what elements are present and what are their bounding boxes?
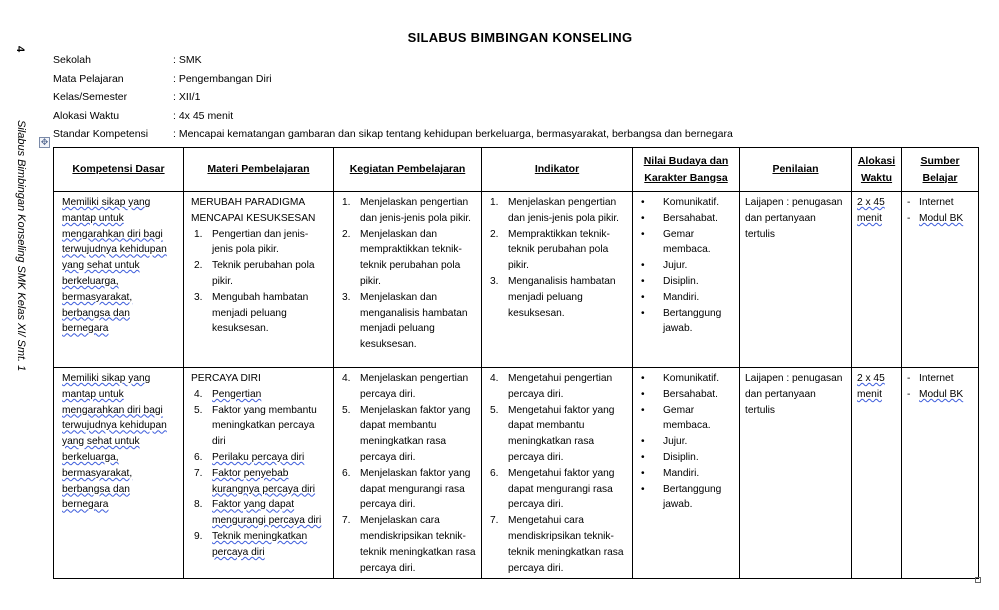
cell-indikator [482, 368, 633, 579]
sumber-item: - Modul BK [907, 388, 964, 400]
nilai-item: • Jujur. [641, 260, 688, 272]
materi-item: 9. Teknik meningkatkan percaya diri [194, 530, 308, 558]
cell-materi [184, 192, 334, 368]
side-footer-text: Silabus Bimbingan Konseling SMK Kelas XI/ Smt. 1 [15, 120, 27, 372]
materi-title: PERCAYA DIRI [191, 373, 261, 384]
kegiatan-item: 7. Menjelaskan cara mendiskripsikan teknik-teknik meningkatkan rasa percaya diri. [342, 515, 476, 574]
header-kompetensi-dasar: Kompetensi Dasar [54, 148, 184, 192]
cell-nilai [633, 368, 740, 579]
page-title: SILABUS BIMBINGAN KONSELING [407, 30, 633, 45]
materi-item: 2. Teknik perubahan pola pikir. [194, 260, 315, 287]
indikator-item: 5. Mengetahui faktor yang dapat membantu meningkatkan rasa percaya diri. [490, 404, 615, 463]
header-kegiatan-pembelajaran: Kegiatan Pembelajaran [334, 148, 482, 192]
nilai-item: • Gemar membaca. [641, 404, 711, 432]
header-sumber-belajar: Sumber Belajar [902, 148, 979, 192]
kegiatan-item: 5. Menjelaskan faktor yang dapat membantu meningkatkan rasa percaya diri. [342, 404, 471, 463]
nilai-item: • Bersahabat. [641, 388, 718, 400]
cell-kegiatan [334, 368, 482, 579]
cell-sumber [902, 368, 979, 579]
meta-row-alokasi-waktu [53, 107, 733, 126]
meta-value: : XII/1 [173, 91, 201, 104]
meta-row-sekolah [53, 51, 733, 70]
meta-value: : 4x 45 menit [173, 109, 234, 122]
cell-penilaian [740, 368, 852, 579]
kegiatan-item: 4. Menjelaskan pengertian percaya diri. [342, 373, 469, 400]
penilaian-text: Laijapen : penugasan dan pertanyaan tertulis [745, 197, 843, 240]
cell-alokasi [852, 368, 902, 579]
meta-row-kelas-semester [53, 88, 733, 107]
kegiatan-item: 1. Menjelaskan pengertian dan jenis-jenis pola pikir. [342, 197, 471, 224]
nilai-item: • Bersahabat. [641, 212, 718, 224]
nilai-item: • Mandiri. [641, 291, 700, 303]
meta-label: Kelas/Semester [53, 91, 128, 104]
table-move-handle-icon[interactable]: ✥ [40, 137, 49, 147]
meta-label: Alokasi Waktu [53, 109, 120, 122]
indikator-item: 7. Mengetahui cara mendiskripsikan teknik-teknik meningkatkan rasa percaya diri. [490, 515, 624, 574]
meta-label: Standar Kompetensi [53, 128, 149, 141]
meta-value: : Mencapai kematangan gambaran dan sikap tentang kehidupan berkeluarga, bermasyarakat, berbangsa dan bernegara [173, 128, 733, 141]
table-header-row [54, 148, 979, 192]
materi-item: 8. Faktor yang dapat mengurangi percaya diri [194, 499, 322, 527]
materi-item: 4. Pengertian [194, 388, 262, 400]
nilai-item: • Mandiri. [641, 467, 700, 479]
meta-row-standar-kompetensi [53, 125, 733, 144]
sumber-item: - Internet [907, 197, 954, 208]
kegiatan-item: 6. Menjelaskan faktor yang dapat mengurangi rasa percaya diri. [342, 467, 471, 511]
materi-item: 6. Perilaku percaya diri [194, 451, 305, 463]
kompetensi-text: Memiliki sikap yang mantap untuk mengarahkan diri bagi terwujudnya kehidupan yang sehat untuk berkeluarga, bermasyarakat, berbangsa dan bernegara [62, 373, 167, 511]
page-number: 4 [14, 46, 26, 53]
nilai-item: • Bertanggung jawab. [641, 307, 722, 335]
meta-value: : SMK [173, 54, 202, 67]
penilaian-text: Laijapen : penugasan dan pertanyaan tertulis [745, 373, 843, 416]
table-row [54, 192, 979, 368]
header-materi-pembelajaran: Materi Pembelajaran [184, 148, 334, 192]
nilai-item: • Bertanggung jawab. [641, 483, 722, 511]
nilai-item: • Gemar membaca. [641, 228, 711, 256]
nilai-item: • Disiplin. [641, 275, 699, 287]
nilai-item: • Disiplin. [641, 451, 699, 463]
syllabus-table [53, 147, 979, 579]
meta-value: : Pengembangan Diri [173, 72, 272, 85]
meta-row-mata-pelajaran [53, 70, 733, 89]
nilai-item: • Komunikatif. [641, 373, 720, 384]
table-row [54, 368, 979, 579]
indikator-item: 3. Menganalisis hambatan menjadi peluang kesuksesan. [490, 275, 616, 319]
indikator-item: 4. Mengetahui pengertian percaya diri. [490, 373, 613, 400]
sumber-item: - Modul BK [907, 212, 964, 224]
cell-kompetensi [54, 368, 184, 579]
meta-label: Sekolah [53, 54, 91, 67]
kegiatan-item: 3. Menjelaskan dan menganalisis hambatan menjadi peluang kesuksesan. [342, 291, 468, 351]
cell-kegiatan [334, 192, 482, 368]
cell-indikator [482, 192, 633, 368]
materi-item: 1. Pengertian dan jenis-jenis pola pikir. [194, 228, 309, 256]
nilai-item: • Komunikatif. [641, 197, 720, 208]
header-alokasi-waktu: Alokasi Waktu [852, 148, 902, 192]
cell-nilai [633, 192, 740, 368]
materi-item: 7. Faktor penyebab kurangnya percaya diri [194, 467, 316, 495]
materi-item: 3. Mengubah hambatan menjadi peluang kesuksesan. [194, 291, 309, 335]
sumber-item: - Internet [907, 373, 954, 384]
header-nilai-budaya: Nilai Budaya dan Karakter Bangsa [633, 148, 740, 192]
header-indikator: Indikator [482, 148, 633, 192]
cell-sumber [902, 192, 979, 368]
alokasi-text: 2 x 45 menit [857, 197, 885, 224]
cell-kompetensi [54, 192, 184, 368]
nilai-item: • Jujur. [641, 436, 688, 448]
kegiatan-item: 2. Menjelaskan dan mempraktikkan teknik-teknik perubahan pola pikir. [342, 228, 462, 287]
table-resize-handle[interactable] [975, 577, 981, 583]
cell-alokasi [852, 192, 902, 368]
alokasi-text: 2 x 45 menit [857, 373, 885, 400]
syllabus-metadata [53, 51, 733, 144]
kompetensi-text: Memiliki sikap yang mantap untuk mengarahkan diri bagi terwujudnya kehidupan yang sehat untuk berkeluarga, bermasyarakat, berbangsa dan bernegara [62, 197, 167, 335]
cell-materi [184, 368, 334, 579]
materi-item: 5. Faktor yang membantu meningkatkan percaya diri [194, 404, 317, 448]
indikator-item: 1. Menjelaskan pengertian dan jenis-jenis pola pikir. [490, 197, 619, 224]
materi-title: MERUBAH PARADIGMA MENCAPAI KESUKSESAN [191, 197, 316, 224]
indikator-item: 2. Mempraktikkan teknik-teknik perubahan pola pikir. [490, 228, 610, 272]
header-penilaian: Penilaian [740, 148, 852, 192]
indikator-item: 6. Mengetahui faktor yang dapat mengurangi rasa percaya diri. [490, 467, 615, 511]
cell-penilaian [740, 192, 852, 368]
meta-label: Mata Pelajaran [53, 72, 124, 85]
